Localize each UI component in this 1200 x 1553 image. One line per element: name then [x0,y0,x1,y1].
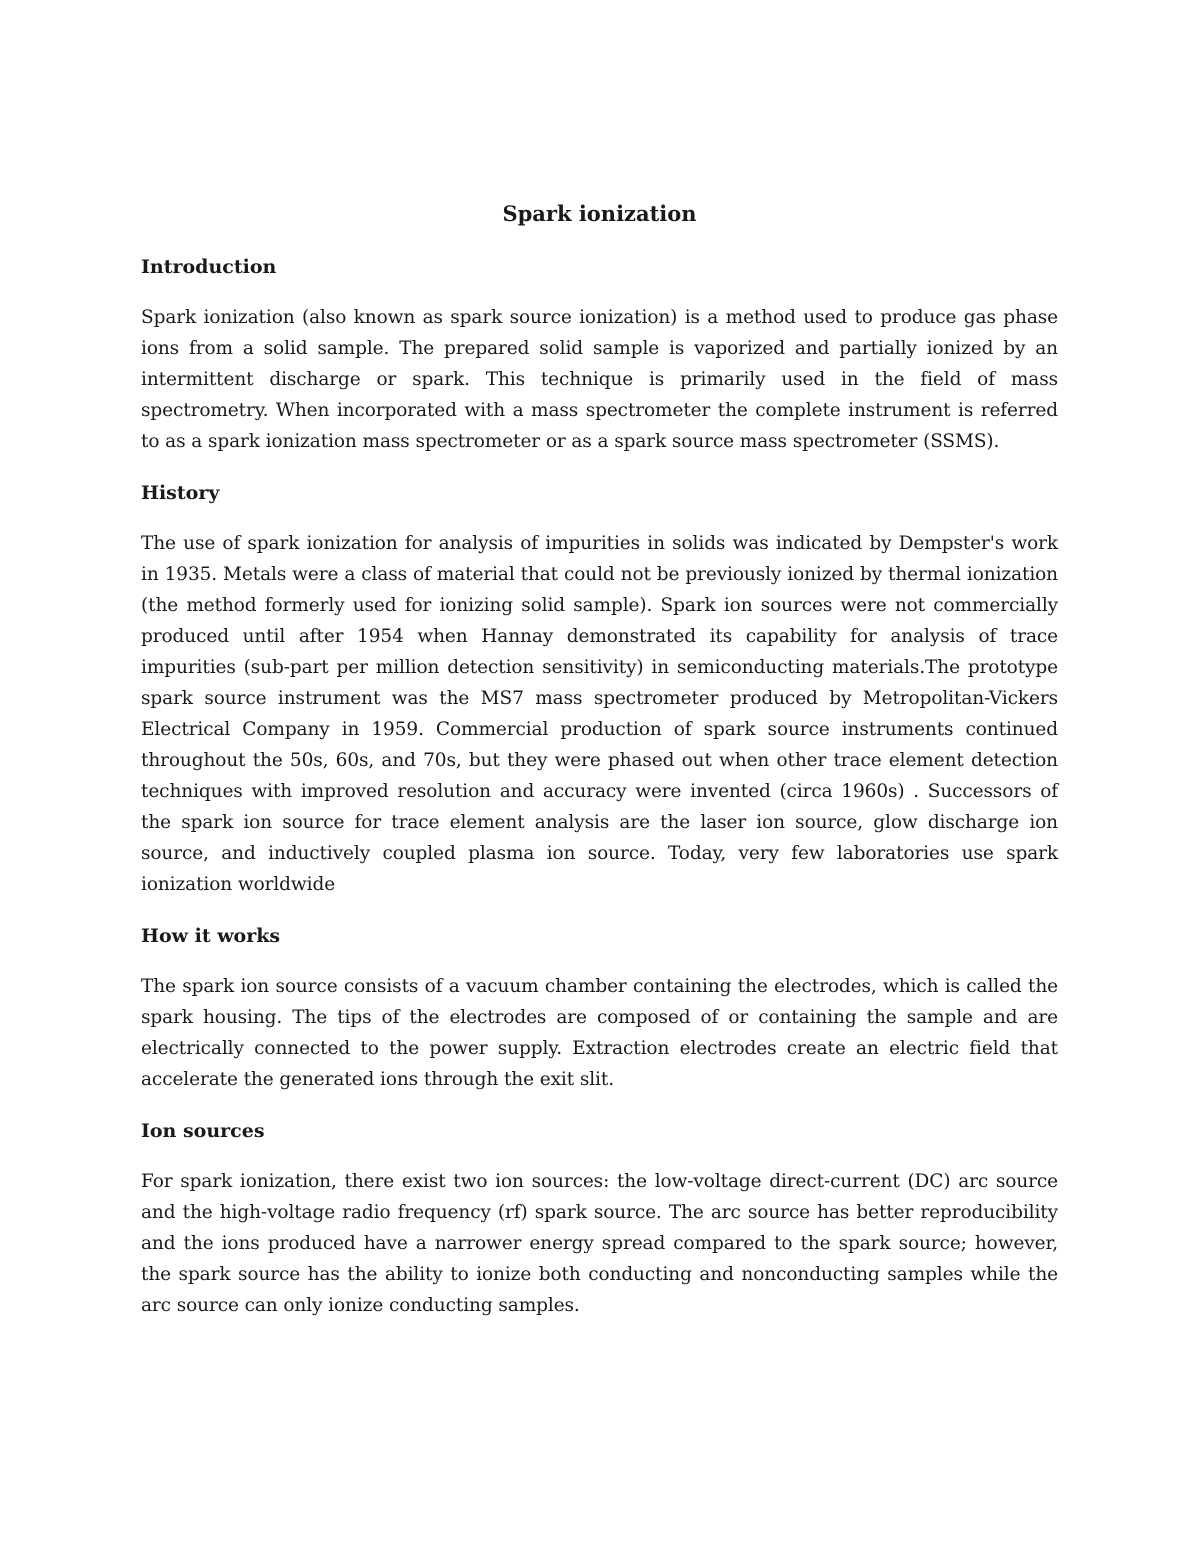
document-title: Spark ionization [502,201,697,226]
section-how-it-works [141,921,1058,1095]
section-heading: How it works [141,925,281,947]
section-heading: Ion sources [141,1120,265,1142]
section-paragraph: The spark ion source consists of a vacuum chamber containing the electrodes, which is called the spark housing. The tips of the electrodes are composed of or containing the sample and are electrically connected to the power supply. Extraction electrodes create an electric field that accelerate the generated ions through the exit slit. [141,976,1058,1090]
section-paragraph: For spark ionization, there exist two ion sources: the low-voltage direct-current (DC) arc source and the high-voltage radio frequency (rf) spark source. The arc source has better reproducibility and the ions produced have a narrower energy spread compared to the spark source; however, the spark source has the ability to ionize both conducting and nonconducting samples while the arc source can only ionize conducting samples. [141,1171,1058,1316]
document-page [141,198,1058,1342]
section-ion-sources [141,1116,1058,1321]
section-history [141,478,1058,900]
section-paragraph: Spark ionization (also known as spark source ionization) is a method used to produce gas phase ions from a solid sample. The prepared solid sample is vaporized and partially ionized by an intermittent discharge or spark. This technique is primarily used in the field of mass spectrometry. When incorporated with a mass spectrometer the complete instrument is referred to as a spark ionization mass spectrometer or as a spark source mass spectrometer (SSMS). [141,307,1058,452]
section-introduction [141,252,1058,457]
section-heading: History [141,482,220,504]
section-paragraph: The use of spark ionization for analysis of impurities in solids was indicated by Dempster's work in 1935. Metals were a class of material that could not be previously ionized by thermal ionization (the method formerly used for ionizing solid sample). Spark ion sources were not commercially produced until after 1954 when Hannay demonstrated its capability for analysis of trace impurities (sub-part per million detection sensitivity) in semiconducting materials.The prototype spark source instrument was the MS7 mass spectrometer produced by Metropolitan-Vickers Electrical Company in 1959. Commercial production of spark source instruments continued throughout the 50s, 60s, and 70s, but they were phased out when other trace element detection techniques with improved resolution and accuracy were invented (circa 1960s) . Successors of the spark ion source for trace element analysis are the laser ion source, glow discharge ion source, and inductively coupled plasma ion source. Today, very few laboratories use spark ionization worldwide [141,533,1058,895]
section-heading: Introduction [141,256,277,278]
